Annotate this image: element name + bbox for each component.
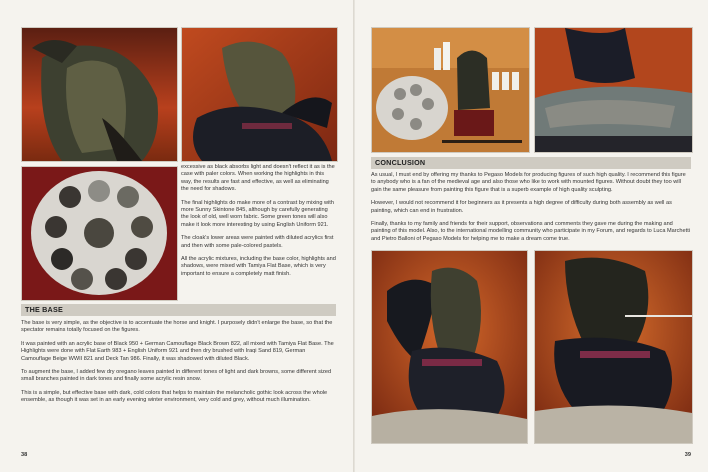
photo-horse-rider-sword — [534, 250, 693, 444]
conclusion-paragraph: Finally, thanks to my family and friends for their support, observations and comments they gave me during the making and painting of this model. Also, to the international modelling community who participate in my Forum, and regards to Luca Marchetti and Pietro Balloni of Pegaso Models for helping me to make a dream come true. — [371, 221, 691, 242]
base-text-block — [21, 320, 336, 411]
base-paragraph: It was painted with an acrylic base of Black 950 + German Camouflage Black Brown 822, all mixed with Tamiya Flat Base. The Highlights were done with Flat Earth 983 + English Uniform 921 and then dry brushed with Iraqi Sand 819, German Camouflage Beige WWII 821 and Deck Tan 986. Finally, it was shadowed with diluted Black. — [21, 340, 334, 362]
conclusion-paragraph: However, I would not recommend it for beginners as it presents a high degree of difficulty during both assembly as well as painting, which can end in frustration. — [371, 200, 672, 214]
photo-base-closeup — [534, 27, 693, 153]
intro-paragraph: The cloak's lower areas were painted with diluted acrylics first and then with some pale-colored pastels. — [181, 235, 334, 249]
intro-paragraph: All the acrylic mixtures, including the base color, highlights and shadows, were mixed with Tamiya Flat Base, which is very important to ensure a completely matt finish. — [181, 256, 336, 277]
conclusion-text-block — [371, 172, 691, 249]
photo-rider-side-view — [181, 27, 338, 162]
photo-rider-back-view — [21, 27, 178, 162]
intro-text-column — [181, 164, 336, 284]
photo-horse-rider-front — [371, 250, 528, 444]
intro-paragraph: The final highlights do make more of a contrast by mixing with more Sunny Skintone 845, although by carefully generating the look of old, well worn fabric. Some green tones will also make it look more interesting by using English Uniform 921. — [181, 199, 334, 228]
section-heading-the-base: THE BASE — [21, 304, 336, 316]
base-paragraph: This is a simple, but effective base with dark, cold colors that helps to maintain the melancholic gothic look across the whole ensemble, as though it was set in an early evening winter environment, very cold and grey, without much illumination. — [21, 389, 328, 404]
intro-paragraph: excessive as black absorbs light and doesn't reflect it as is the case with paler colors. When working the highlights in this way, the results are fast and effective, as well as eliminating the need for shadows. — [181, 164, 335, 193]
right-page — [355, 0, 708, 472]
page-number: 39 — [684, 452, 691, 458]
page-number: 38 — [21, 452, 28, 458]
left-page — [0, 0, 353, 472]
photo-paints-and-palette — [371, 27, 530, 153]
base-paragraph: To augment the base, I added few dry oregano leaves painted in different tones of light and dark browns, some different sized small branches painted in dark tones and finally some acrylic resin snow. — [21, 369, 332, 383]
conclusion-paragraph: As usual, I must end by offering my thanks to Pegaso Models for producing figures of such high quality. I recommend this figure to anybody who is a fan of the medieval age and also those who like to work with mounted figures. Without doubt they too will gain the same pleasure from painting this figure that is a superb example of high quality sculpting. — [371, 172, 686, 193]
base-paragraph: The base is very simple, as the objective is to accentuate the horse and knight. I purposely didn't enlarge the base, so that the spectator remains totally focused on the figures. — [21, 320, 333, 334]
section-heading-conclusion: CONCLUSION — [371, 157, 691, 169]
photo-paint-palette — [21, 166, 178, 301]
